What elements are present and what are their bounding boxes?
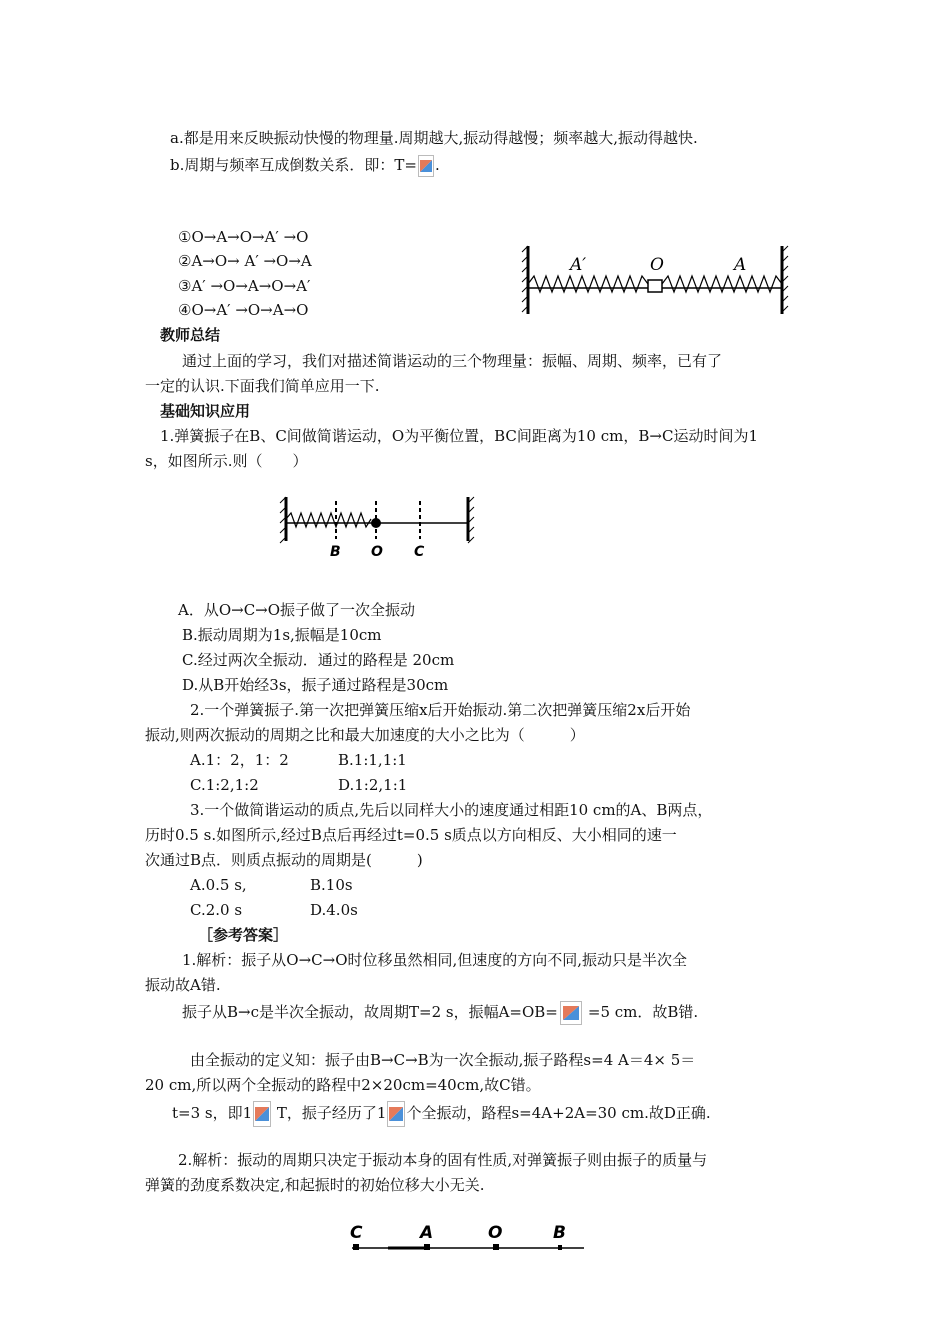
fig3-label-b: B: [553, 1223, 566, 1243]
answer-1-line-6-b: T，振子经历了1: [272, 1104, 387, 1122]
fig1-label-a-prime: A′: [570, 255, 587, 275]
answer-1-line-6-c: 个全振动，路程s=4A+2A=30 cm.故D正确.: [406, 1104, 711, 1122]
q3-line-3: 次通过B点．则质点振动的周期是( ): [145, 851, 423, 869]
intro-line-b-text: b.周期与频率互成倒数关系．即：T=: [170, 156, 417, 174]
q1-line-1: 1.弹簧振子在B、C间做简谐运动，O为平衡位置，BC间距离为10 cm，B→C运动时间为1: [160, 427, 758, 445]
intro-line-b: b.周期与频率互成倒数关系．即：T= .: [170, 154, 440, 177]
fig3-label-c: C: [350, 1223, 363, 1243]
answer-1-line-6-a: t=3 s，即1: [172, 1104, 253, 1122]
answer-1-line-3-pre: 振子从B→c是半次全振动，故周期T=2 s，振幅A=OB=: [182, 1003, 558, 1021]
q2-line-1: 2.一个弹簧振子.第一次把弹簧压缩x后开始振动.第二次把弹簧压缩2x后开始: [190, 701, 691, 719]
figure-line-caob: [348, 1218, 588, 1258]
fraction-image-icon: [418, 155, 434, 177]
teacher-heading: 教师总结: [160, 326, 221, 344]
option-4: ④O→A′ →O→A→O: [178, 301, 309, 319]
answer-1-line-3: [182, 1001, 698, 1025]
intro-line-a: a.都是用来反映振动快慢的物理量.周期越大,振动得越慢；频率越大,振动得越快.: [170, 129, 698, 147]
option-1: ①O→A→O→A′ →O: [178, 228, 309, 246]
q2-choice-b: B.1:1,1:1: [338, 751, 407, 769]
q3-choice-d: D.4.0s: [310, 901, 358, 919]
q1-choice-c: C.经过两次全振动．通过的路程是 20cm: [182, 651, 455, 669]
teacher-line-2: 一定的认识.下面我们简单应用一下.: [145, 377, 380, 395]
answer-1-line-6: [172, 1101, 711, 1127]
q2-choice-d: D.1:2,1:1: [338, 776, 408, 794]
answer-2-line-2: 弹簧的劲度系数决定,和起振时的初始位移大小无关.: [145, 1176, 485, 1194]
q2-choice-a: A.1：2，1：2: [190, 751, 289, 769]
q1-choice-d: D.从B开始经3s，振子通过路程是30cm: [182, 676, 449, 694]
q1-line-2: s，如图所示.则（ ）: [145, 452, 308, 470]
answer-1-line-3-post: =5 cm．故B错.: [587, 1003, 699, 1021]
fig3-label-o: O: [488, 1223, 503, 1243]
q3-line-1: 3.一个做简谐运动的质点,先后以同样大小的速度通过相距10 cm的A、B两点，: [190, 801, 713, 819]
q3-choice-c: C.2.0 s: [190, 901, 243, 919]
q1-choice-a: A．从O→C→O振子做了一次全振动: [178, 601, 416, 619]
option-2: ②A→O→ A′ →O→A: [178, 252, 312, 270]
q1-choice-b: B.振动周期为1s,振幅是10cm: [182, 626, 382, 644]
option-3: ③A′ →O→A→O→A′: [178, 277, 311, 295]
q2-line-2: 振动,则两次振动的周期之比和最大加速度的大小之比为（ ）: [145, 726, 585, 744]
fig2-label-c: C: [414, 544, 425, 560]
answer-1-line-4: 由全振动的定义知：振子由B→C→B为一次全振动,振子路程s=4 A＝4× 5＝: [190, 1051, 696, 1069]
fraction-image-icon: [560, 1001, 582, 1025]
q3-choice-b: B.10s: [310, 876, 353, 894]
answer-1-line-5: 20 cm,所以两个全振动的路程中2×20cm=40cm,故C错。: [145, 1076, 541, 1094]
fig1-label-o: O: [650, 255, 664, 275]
figure-spring-oscillator: [520, 240, 790, 320]
q3-line-2: 历时0.5 s.如图所示,经过B点后再经过t=0.5 s质点以方向相反、大小相同的速一: [145, 826, 677, 844]
answer-2-line-1: 2.解析：振动的周期只决定于振动本身的固有性质,对弹簧振子则由振子的质量与: [178, 1151, 708, 1169]
fig2-label-b: B: [330, 544, 341, 560]
q3-choice-a: A.0.5 s,: [190, 876, 247, 894]
answers-heading: ［参考答案］: [198, 926, 289, 944]
answer-1-line-1: 1.解析：振子从O→C→O时位移虽然相同,但速度的方向不同,振动只是半次全: [182, 951, 688, 969]
basic-heading: 基础知识应用: [160, 402, 251, 420]
figure-spring-boc: [280, 495, 480, 560]
q2-choice-c: C.1:2,1:2: [190, 776, 259, 794]
fig1-label-a: A: [734, 255, 747, 275]
fig2-label-o: O: [371, 544, 383, 560]
fraction-image-icon: [387, 1101, 405, 1127]
fig3-label-a: A: [420, 1223, 434, 1243]
teacher-line-1: 通过上面的学习，我们对描述简谐运动的三个物理量：振幅、周期、频率，已有了: [182, 352, 723, 370]
fraction-image-icon: [253, 1101, 271, 1127]
answer-1-line-2: 振动故A错.: [145, 976, 221, 994]
